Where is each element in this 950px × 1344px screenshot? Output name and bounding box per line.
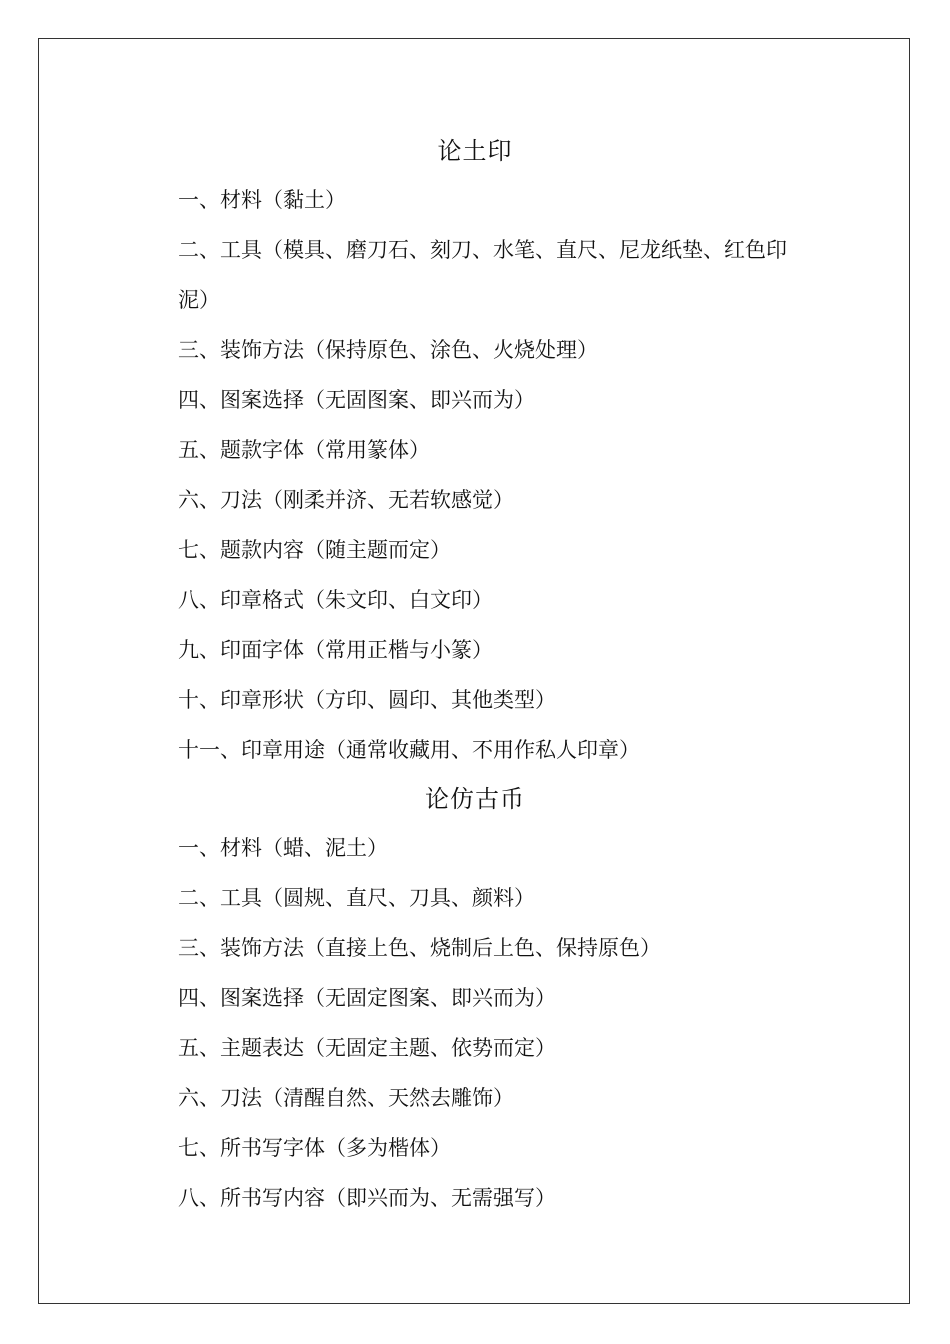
list-item: 五、主题表达（无固定主题、依势而定）	[178, 1036, 556, 1060]
list-item: 二、工具（圆规、直尺、刀具、颜料）	[178, 886, 535, 910]
list-item: 七、所书写字体（多为楷体）	[178, 1136, 451, 1160]
list-item: 四、图案选择（无固定图案、即兴而为）	[178, 986, 556, 1010]
section-title-clay-seal: 论土印	[437, 137, 513, 165]
section-title-ancient-coin: 论仿古币	[425, 785, 525, 813]
clay-seal-list	[178, 175, 818, 775]
list-item: 十、印章形状（方印、圆印、其他类型）	[178, 688, 556, 712]
list-item: 九、印面字体（常用正楷与小篆）	[178, 638, 493, 662]
list-item: 六、刀法（刚柔并济、无若软感觉）	[178, 488, 514, 512]
list-item: 六、刀法（清醒自然、天然去雕饰）	[178, 1086, 514, 1110]
list-item: 四、图案选择（无固图案、即兴而为）	[178, 388, 535, 412]
list-item: 三、装饰方法（保持原色、涂色、火烧处理）	[178, 338, 598, 362]
list-item: 七、题款内容（随主题而定）	[178, 538, 451, 562]
list-item: 三、装饰方法（直接上色、烧制后上色、保持原色）	[178, 936, 661, 960]
list-item: 二、工具（模具、磨刀石、刻刀、水笔、直尺、尼龙纸垫、红色印泥）	[178, 238, 787, 312]
list-item: 十一、印章用途（通常收藏用、不用作私人印章）	[178, 738, 640, 762]
list-item: 八、印章格式（朱文印、白文印）	[178, 588, 493, 612]
list-item: 八、所书写内容（即兴而为、无需强写）	[178, 1186, 556, 1210]
list-item: 五、题款字体（常用篆体）	[178, 438, 430, 462]
ancient-coin-list	[178, 823, 818, 1223]
list-item: 一、材料（黏土）	[178, 188, 346, 212]
list-item: 一、材料（蜡、泥土）	[178, 836, 388, 860]
